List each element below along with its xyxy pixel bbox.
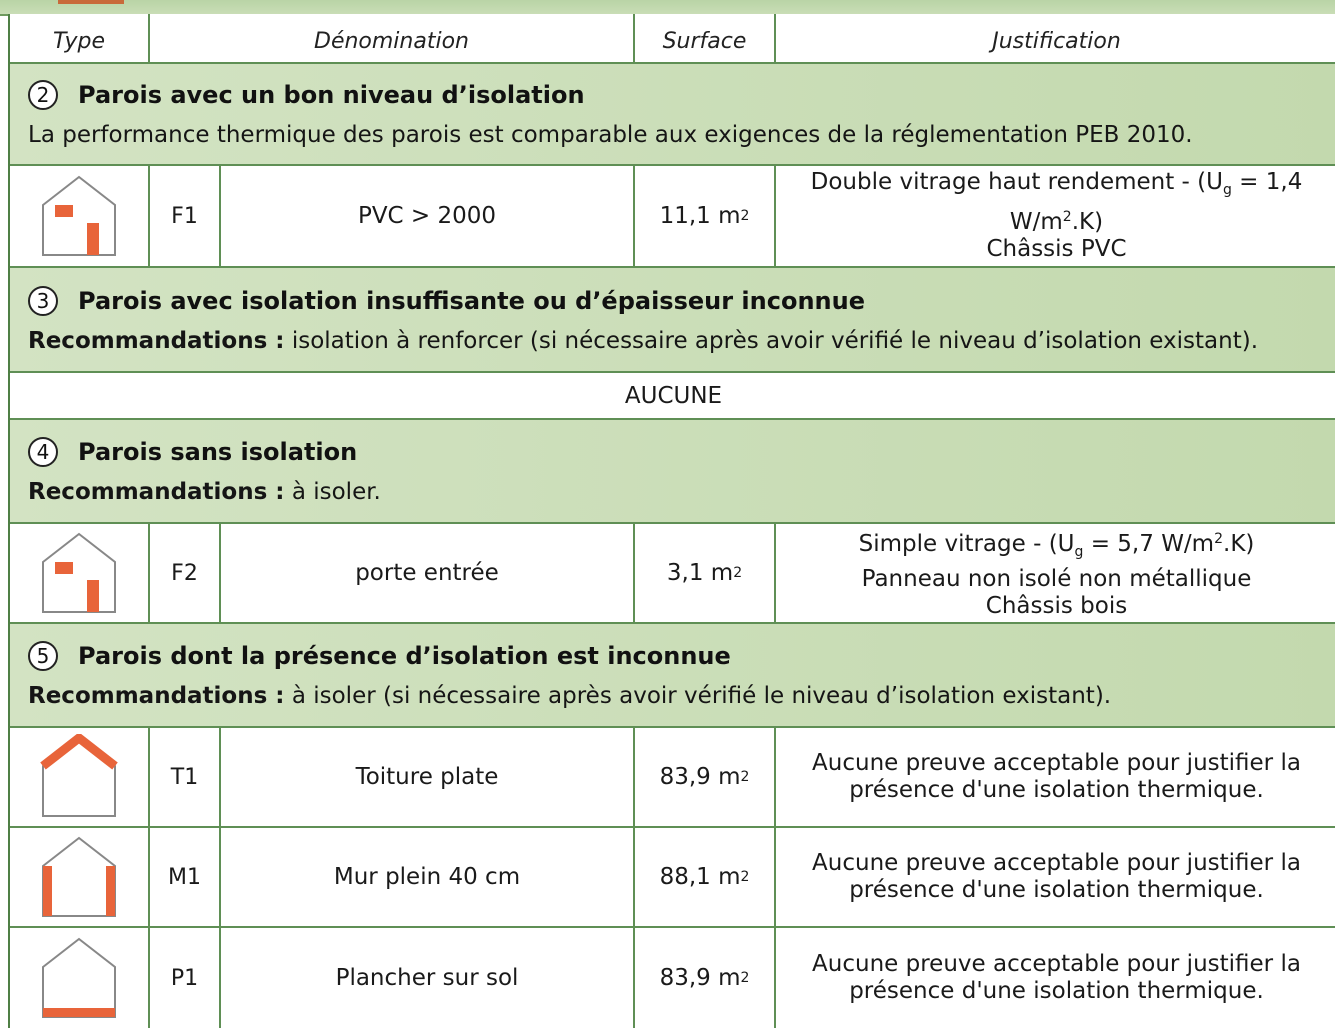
house-window-door-icon [39, 173, 119, 259]
row-justification: Simple vitrage - ($U_g = 5,7$ $W/m^2.K$) Panneau non isolé non métallique Châssis bois [858, 531, 1255, 619]
row-code: P1 [150, 928, 221, 1028]
table-row-empty [10, 373, 1335, 420]
section-subtitle: La performance thermique des parois est comparable aux exigences de la réglementation PEB 2010. [28, 122, 1193, 148]
section-title: Parois sans isolation [78, 438, 358, 466]
table-row-p1 [10, 928, 1335, 1028]
house-roof-icon [39, 734, 119, 820]
table-header [10, 14, 1335, 64]
section-3 [10, 268, 1335, 373]
header-surface: Surface [635, 14, 776, 62]
row-justification: Aucune preuve acceptable pour justifier la présence d'une isolation thermique. [812, 750, 1301, 803]
table-row-m1 [10, 828, 1335, 928]
house-floor-icon [39, 935, 119, 1021]
row-justification: Aucune preuve acceptable pour justifier la présence d'une isolation thermique. [812, 951, 1301, 1004]
header-justification: Justification [992, 28, 1121, 54]
row-surface: 11,1 m 2 [635, 166, 776, 266]
row-surface: 83,9 m 2 [635, 928, 776, 1028]
row-surface: 3,1 m 2 [635, 524, 776, 622]
row-surface: 88,1 m 2 [635, 828, 776, 926]
section-number: 3 [28, 286, 58, 316]
top-accent [58, 0, 124, 4]
table-row-f1 [10, 166, 1335, 268]
row-code: T1 [150, 728, 221, 826]
section-title: Parois avec isolation insuffisante ou d’épaisseur inconnue [78, 286, 865, 315]
section-number: 4 [28, 437, 58, 467]
row-denomination: PVC > 2000 [221, 166, 635, 266]
row-justification: Double vitrage haut rendement - ($U_g = 1,4$ $W/m^2.K$) Châssis PVC [810, 169, 1303, 262]
empty-text: AUCUNE [624, 382, 723, 409]
house-window-door-icon [39, 530, 119, 616]
table-row-t1 [10, 728, 1335, 828]
section-5 [10, 624, 1335, 728]
house-walls-icon [39, 834, 119, 920]
section-recommendation: Recommandations : isolation à renforcer (si nécessaire après avoir vérifié le niveau d’isolation existant). [28, 327, 1259, 354]
row-denomination: Plancher sur sol [221, 928, 635, 1028]
section-2 [10, 64, 1335, 166]
row-denomination: Mur plein 40 cm [221, 828, 635, 926]
row-code: F1 [150, 166, 221, 266]
row-code: M1 [150, 828, 221, 926]
row-surface: 83,9 m 2 [635, 728, 776, 826]
section-title: Parois dont la présence d’isolation est inconnue [78, 642, 731, 670]
header-type: Type [10, 14, 150, 62]
table-row-f2 [10, 524, 1335, 624]
section-recommendation: Recommandations : à isoler (si nécessaire après avoir vérifié le niveau d’isolation existant). [28, 683, 1112, 709]
row-denomination: porte entrée [221, 524, 635, 622]
walls-table [8, 14, 1335, 1028]
section-recommendation: Recommandations : à isoler. [28, 479, 381, 505]
section-4 [10, 420, 1335, 524]
section-number: 5 [28, 641, 58, 671]
header-denomination: Dénomination [150, 14, 635, 62]
row-denomination: Toiture plate [221, 728, 635, 826]
row-code: F2 [150, 524, 221, 622]
section-number: 2 [28, 80, 58, 110]
section-title: Parois avec un bon niveau d’isolation [78, 81, 585, 109]
row-justification: Aucune preuve acceptable pour justifier la présence d'une isolation thermique. [812, 850, 1301, 903]
